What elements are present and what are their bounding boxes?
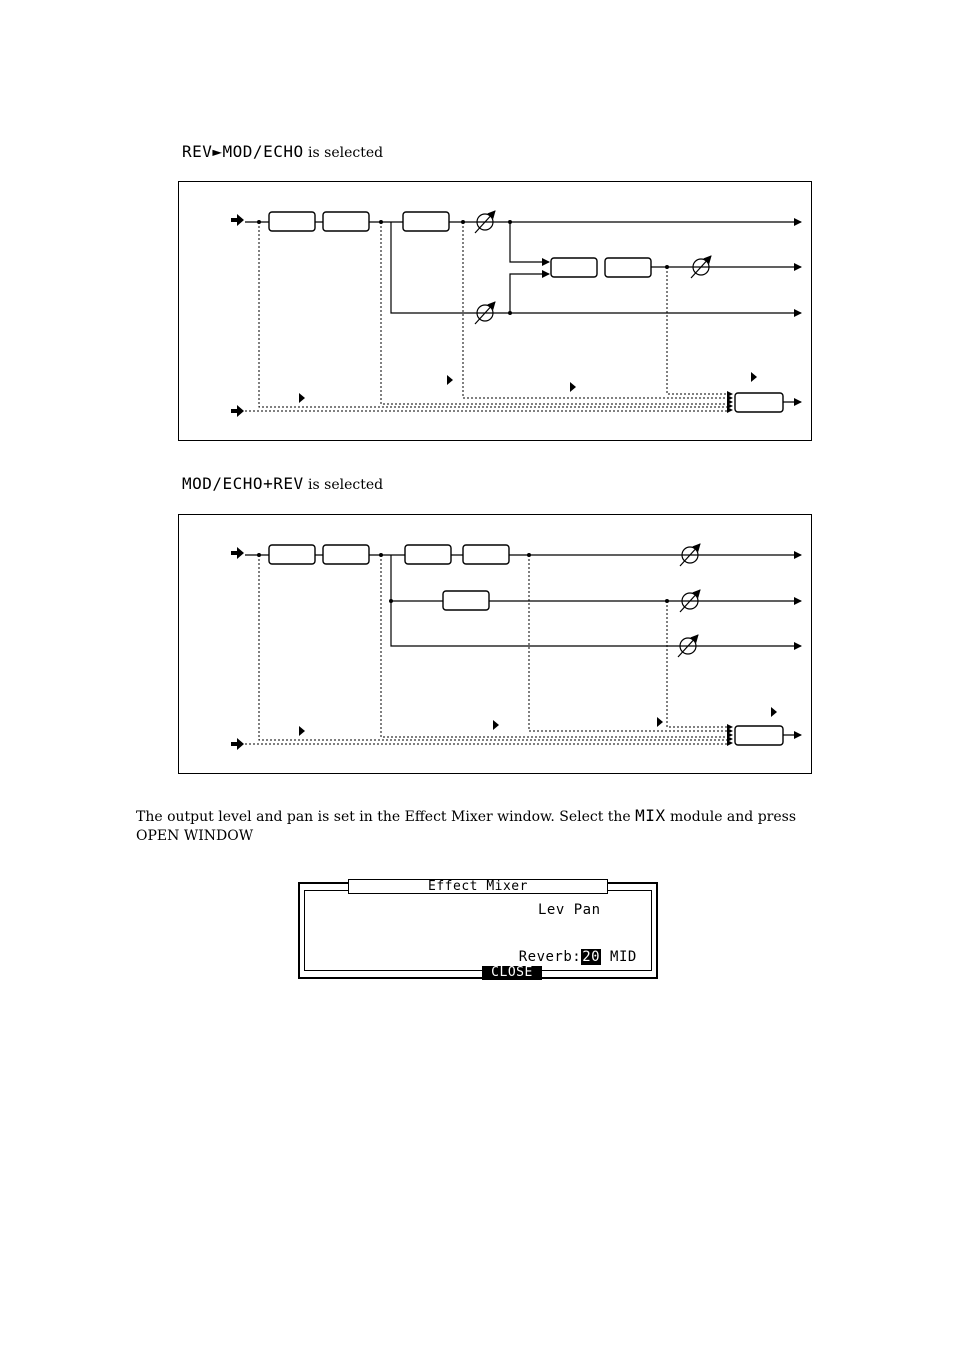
effect-mixer-header: Lev Pan xyxy=(538,902,601,918)
diagram-mod-echo-rev xyxy=(178,514,812,774)
caption-rev-mod-echo-suffix: is selected xyxy=(308,145,384,161)
para-text-line2: OPEN WINDOW xyxy=(136,828,254,844)
input-arrow-icon xyxy=(231,738,244,750)
instruction-paragraph xyxy=(136,806,836,846)
effect-mixer-title: Effect Mixer xyxy=(348,879,608,894)
input-arrow-icon xyxy=(231,214,244,226)
para-module-name: MIX xyxy=(635,806,666,825)
caption-rev-mod-echo xyxy=(182,142,383,161)
effect-block xyxy=(269,212,315,231)
diagram-rev-mod-echo xyxy=(178,181,812,441)
reverb-label: Reverb: xyxy=(518,949,582,965)
caption-mod-echo-rev-suffix: is selected xyxy=(308,477,384,493)
reverb-pan-field[interactable]: MID xyxy=(610,949,637,965)
para-text-before: The output level and pan is set in the Effect Mixer window. Select the xyxy=(136,809,631,825)
caption-mod-echo-rev-label: MOD/ECHO+REV xyxy=(182,474,304,493)
effect-block xyxy=(443,591,489,610)
mix-block xyxy=(735,726,783,745)
effect-block xyxy=(323,212,369,231)
input-arrow-icon xyxy=(231,405,244,417)
effect-block xyxy=(463,545,509,564)
effect-block xyxy=(551,258,597,277)
close-button[interactable]: CLOSE xyxy=(482,966,542,980)
mix-block xyxy=(735,393,783,412)
reverb-level-field[interactable]: 20 xyxy=(582,949,601,965)
input-arrow-icon xyxy=(231,547,244,559)
effect-block xyxy=(323,545,369,564)
effect-block xyxy=(269,545,315,564)
effect-block xyxy=(403,212,449,231)
diagram-mod-echo-rev-svg xyxy=(179,515,813,775)
effect-block xyxy=(405,545,451,564)
effect-block xyxy=(605,258,651,277)
caption-mod-echo-rev xyxy=(182,474,383,493)
diagram-rev-mod-echo-svg xyxy=(179,182,813,442)
caption-rev-mod-echo-label: REV►MOD/ECHO xyxy=(182,142,304,161)
para-text-after: module and press xyxy=(670,809,797,825)
effect-mixer-window xyxy=(298,879,658,980)
